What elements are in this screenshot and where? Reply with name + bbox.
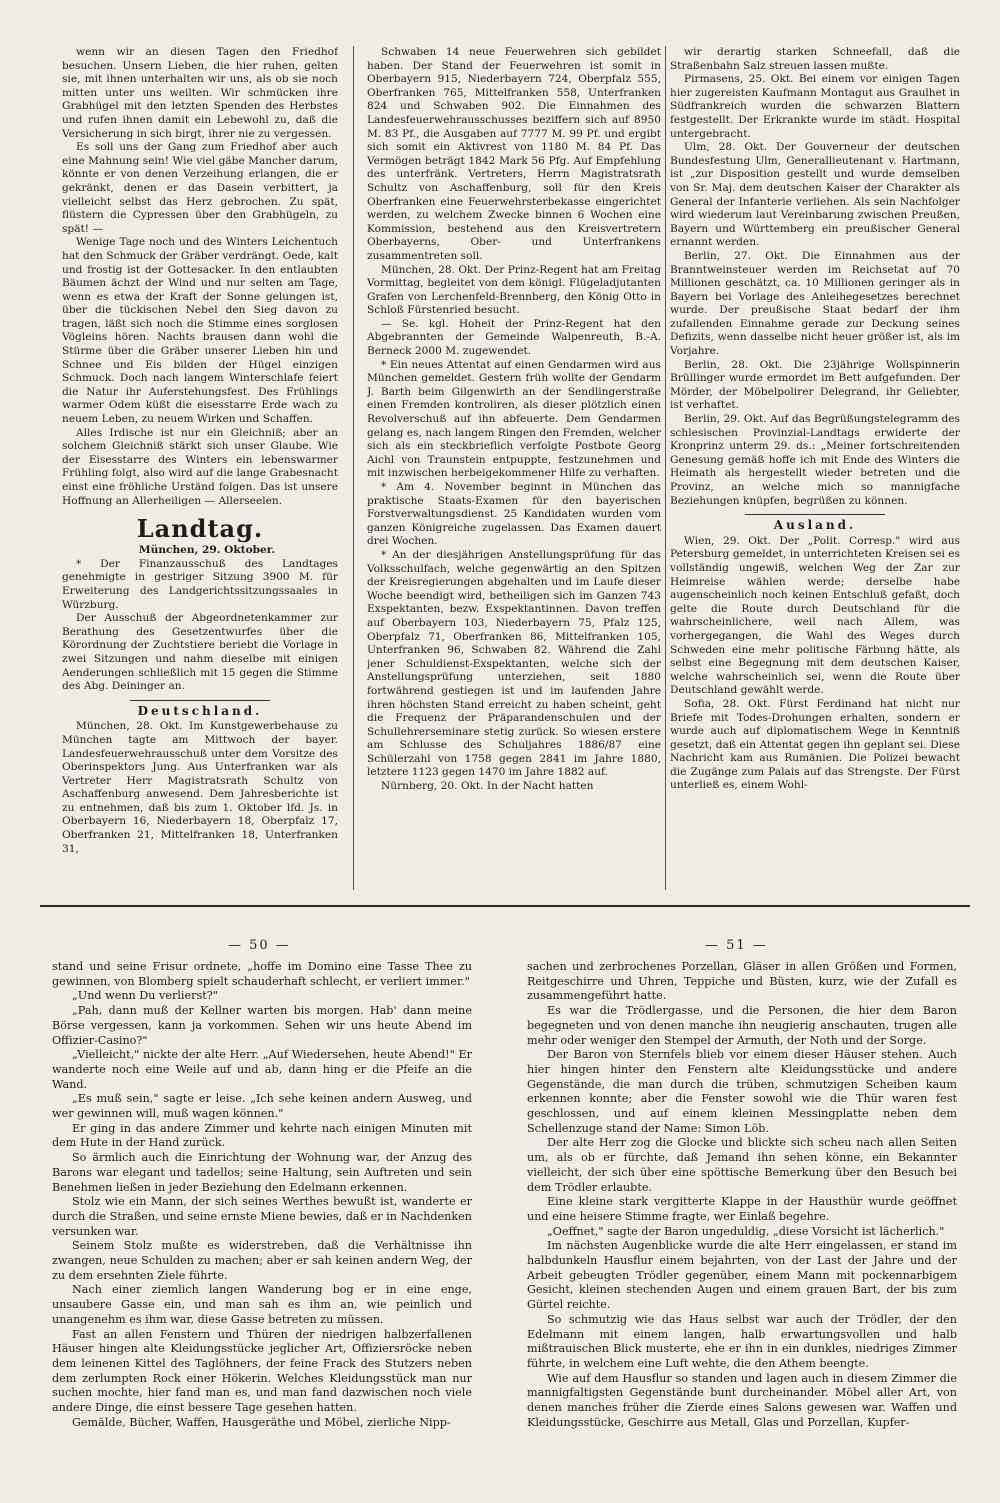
paragraph: „Oeffnet," sagte der Baron ungeduldig, „diese Vorsicht ist lächerlich." bbox=[547, 1224, 945, 1238]
ausland-articles bbox=[670, 535, 960, 793]
column-1 bbox=[62, 46, 338, 886]
paragraph: wenn wir an diesen Tagen den Friedhof besuchen. Unsern Lieben, die hier ruhen, gelten sie, mit ihnen unterhalten wir uns, als ob sie noch mitten unter uns weilten. Wir schmücken ihre Grabhügel mit den letzten Spenden des Herbstes und rufen ihnen damit ein Lebewohl zu, daß die Versicherung in sich birgt, ihrer nie zu vergessen. bbox=[62, 46, 338, 140]
column-rule bbox=[665, 46, 666, 890]
feuilleton-divider bbox=[40, 905, 970, 907]
paragraph: * Ein neues Attentat auf einen Gendarmen wird aus München gemeldet. Gestern früh wollte der Gendarm J. Barth beim Gilgenwirth an der Sendlingerstraße einen Fremden kontroliren, als dieser plötzlich einen Revolverschuß auf ihn abfeuerte. Dem Gendarmen gelang es, nach langem Ringen den Fremden, welcher sich als ein steckbrieflich verfolgte Postbote Georg Aichl von Traunstein entpuppte, festzunehmen und mit inzwischen herbeigekommener Hilfe zu verhaften. bbox=[367, 358, 661, 480]
paragraph: München, 28. Okt. Der Prinz-Regent hat am Freitag Vormittag, begleitet von dem königl. Flügeladjutanten Grafen von Lerchenfeld-Brennberg, den König Otto in Schloß Fürstenried besucht. bbox=[367, 263, 661, 317]
column-rule bbox=[353, 46, 354, 890]
paragraph: „Und wenn Du verlierst?" bbox=[72, 989, 218, 1003]
ausland-heading: Ausland. bbox=[773, 518, 857, 533]
paragraph: Der Baron von Sternfels blieb vor einem dieser Häuser stehen. Auch hier hingen hinter den Fenstern alte Kleidungsstücke und andere Gegenstände, die man durch die trüben, schmutzigen Scheiben kaum erkennen konnte; aber die Fenster sowohl wie die Thür waren fest geschlossen, und auf einem kleinen Messingplatte neben dem Schellenzuge stand der Name: Simon Löb. bbox=[527, 1048, 957, 1135]
section-divider bbox=[745, 514, 885, 515]
paragraph: wir derartig starken Schneefall, daß die Straßenbahn Salz streuen lassen mußte. bbox=[670, 46, 960, 72]
novel-text bbox=[527, 960, 957, 1431]
deutschland-heading: Deutschland. bbox=[137, 703, 263, 718]
allerheiligen-article bbox=[62, 46, 338, 508]
paragraph: — Se. kgl. Hoheit der Prinz-Regent hat den Abgebrannten der Gemeinde Walpenreuth, B.-A. Berneck 2000 M. zugewendet. bbox=[367, 317, 661, 358]
news-articles bbox=[367, 46, 661, 794]
paragraph: Es war die Trödlergasse, und die Personen, die hier dem Baron begegneten und von denen manche ihn neugierig anschauten, trugen alle mehr oder weniger den Stempel der Armuth, der Noth und der Sorge. bbox=[527, 1004, 957, 1047]
paragraph: Nach einer ziemlich langen Wanderung bog er in eine enge, unsaubere Gasse ein, und man sah es ihm an, wie peinlich und unangenehm es ihm war, diese Gasse betreten zu müssen. bbox=[52, 1283, 472, 1326]
paragraph: Im nächsten Augenblicke wurde die alte Herr eingelassen, er stand im halbdunkeln Hausflur einem bejahrten, von der Last der Jahre und der Arbeit gebeugten Trödler gegenüber, einem Mann mit pockennarbigem Gesicht, kleinen stechenden Augen und einem grauen Bart, der bis zum Gürtel reichte. bbox=[527, 1239, 957, 1312]
paragraph: „Es muß sein," sagte er leise. „Ich sehe keinen andern Ausweg, und wer gewinnen will, muß wagen können." bbox=[52, 1092, 472, 1121]
paragraph: Seinem Stolz mußte es widerstreben, daß die Verhältnisse ihn zwangen, neue Schulden zu machen; aber er sah keinen andern Weg, der zu dem ersehnten Ziele führte. bbox=[52, 1239, 472, 1282]
page-number-right: — 51 — bbox=[705, 938, 768, 953]
paragraph: Berlin, 29. Okt. Auf das Begrüßungstelegramm des schlesischen Provinzial-Landtags erwiderte der Kronprinz unterm 29. ds.: „Meiner fortschreitenden Genesung gemäß hoffe ich mit Ende des Winters die Heimath als hergestellt wieder betreten und die Provinz, an welche mich so mannigfache Beziehungen knüpfen, begrüßen zu können. bbox=[670, 413, 960, 507]
paragraph: Stolz wie ein Mann, der sich seines Werthes bewußt ist, wanderte er durch die Straßen, und seine ernste Miene bewies, daß er in Nachdenken versunken war. bbox=[52, 1195, 472, 1238]
landtag-articles bbox=[62, 558, 338, 694]
paragraph: Eine kleine stark vergitterte Klappe in der Hausthür wurde geöffnet und eine heisere Stimme fragte, wer Einlaß begehre. bbox=[527, 1195, 957, 1223]
landtag-heading: Landtag. bbox=[136, 514, 264, 544]
paragraph: * Am 4. November beginnt in München das praktische Staats-Examen für den bayerischen Forstverwaltungsdienst. 25 Kandidaten wurden vom ganzen Königreiche zugelassen. Das Examen dauert drei Wochen. bbox=[367, 481, 661, 548]
landtag-dateline: München, 29. Oktober. bbox=[138, 544, 276, 557]
column-2 bbox=[367, 46, 661, 886]
page-number-left: — 50 — bbox=[228, 938, 291, 953]
deutschland-articles bbox=[62, 720, 338, 856]
column-3 bbox=[670, 46, 960, 886]
news-articles bbox=[670, 46, 960, 508]
paragraph: Er ging in das andere Zimmer und kehrte nach einigen Minuten mit dem Hute in der Hand zurück. bbox=[52, 1121, 472, 1150]
paragraph: sachen und zerbrochenes Porzellan, Gläser in allen Größen und Formen, Reitgeschirre und Uhren, Teppiche und Büsten, kurz, wie der Zufall es zusammengeführt hatte. bbox=[527, 960, 957, 1003]
paragraph: stand und seine Frisur ordnete, „hoffe im Domino eine Tasse Thee zu gewinnen, von Blomberg spielt schauderhaft schlecht, er verliert immer." bbox=[52, 960, 472, 988]
paragraph: Wenige Tage noch und des Winters Leichentuch hat den Schmuck der Gräber verdrängt. Oede, kalt und frostig ist der Gottesacker. In den entlaubten Bäumen ächzt der Wind und nur selten am Tage, wenn es etwa der Kraft der Sonne gelungen ist, über die tückischen Nebel den Sieg davon zu tragen, läßt sich noch die Stimme eines sorglosen Vögleins hören. Nachts brausen dann wohl die Stürme über die Gräber unserer Lieben hin und Schnee und Eis bilden der Hügel einzigen Schmuck. Doch nach langem Winterschlafe feiert die Natur ihr Auferstehungsfest. Des Frühlings warmer Odem küßt die eisesstarre Erde wach zu neuem Leben, zu neuem Wirken und Schaffen. bbox=[62, 236, 338, 426]
paragraph: So ärmlich auch die Einrichtung der Wohnung war, der Anzug des Barons war elegant und tadellos; seine Haltung, sein Auftreten und sein Benehmen ließen in jeder Beziehung den Edelmann erkennen. bbox=[52, 1151, 472, 1194]
paragraph: * Der Finanzausschuß des Landtages genehmigte in gestriger Sitzung 3900 M. für Erweiterung des Landgerichtssitzungssaales in Würzburg. bbox=[62, 557, 338, 611]
paragraph: Berlin, 28. Okt. Die 23jährige Wollspinnerin Brüllinger wurde ermordet im Bett aufgefunden. Der Mörder, der Möbelpolirer Delegrand, ihr Geliebter, ist verhaftet. bbox=[670, 358, 960, 412]
novel-text bbox=[52, 960, 472, 1431]
serial-novel-right bbox=[527, 960, 957, 1480]
paragraph: Wie auf dem Hausflur so standen und lagen auch in diesem Zimmer die mannigfaltigsten Gegenstände bunt durcheinander. Möbel aller Art, von denen manches früher die Zierde eines Salons gewesen war. Waffen und Kleidungsstücke, Geschirre aus Metall, Glas und Porzellan, Kupfer- bbox=[527, 1371, 957, 1429]
paragraph: „Vielleicht," nickte der alte Herr. „Auf Wiedersehen, heute Abend!" Er wanderte noch eine Weile auf und ab, dann hing er die Pfeife an die Wand. bbox=[52, 1048, 472, 1091]
paragraph: Nürnberg, 20. Okt. In der Nacht hatten bbox=[381, 780, 594, 793]
paragraph: Ulm, 28. Okt. Der Gouverneur der deutschen Bundesfestung Ulm, Generallieutenant v. Hartmann, ist „zur Disposition gestellt und wurde demselben von Sr. Maj. dem deutschen Kaiser der Charakter als General der Infanterie verliehen. Als sein Nachfolger wird wiederum laut Vereinbarung zwischen Preußen, Bayern und Württemberg ein preußischer General ernannt werden. bbox=[670, 141, 960, 249]
paragraph: Alles Irdische ist nur ein Gleichniß; aber an solchem Gleichniß stärkt sich unser Glaube. Wie der Eisesstarre des Winters ein lebenswarmer Frühling folgt, also wird auf die lange Grabesnacht einst eine fröhliche Urständ folgen. Das ist unsere Hoffnung an Allerheiligen — Allerseelen. bbox=[62, 426, 338, 507]
paragraph: Berlin, 27. Okt. Die Einnahmen aus der Branntweinsteuer werden im Reichsetat auf 70 Millionen geschätzt, ca. 10 Millionen geringer als in Bayern bei Vorlage des Anleihegesetzes berechnet wurde. Der preußische Staat bedarf der ihm zufallenden Einnahme gerade zur Deckung seines Defizits, wenn dasselbe nicht heuer größer ist, als im Vorjahre. bbox=[670, 249, 960, 358]
paragraph: Pirmasens, 25. Okt. Bei einem vor einigen Tagen hier zugereisten Kaufmann Montagut aus Graulhet in Südfrankreich wurden die schwarzen Blattern festgestellt. Der Erkrankte wurde im städt. Hospital untergebracht. bbox=[670, 73, 960, 140]
paragraph: Sofia, 28. Okt. Fürst Ferdinand hat nicht nur Briefe mit Todes-Drohungen erhalten, sondern er wurde auch auf diplomatischem Wege in Kenntniß gesetzt, daß ein Attentat gegen ihn geplant sei. Diese Nachricht kam aus Rumänien. Die Polizei bewacht die Zugänge zum Palais auf das Strengste. Der Fürst unterließ es, einem Wohl- bbox=[670, 697, 960, 792]
section-divider bbox=[130, 700, 270, 701]
paragraph: Schwaben 14 neue Feuerwehren sich gebildet haben. Der Stand der Feuerwehren ist somit in Oberbayern 915, Niederbayern 724, Oberpfalz 555, Oberfranken 765, Mittelfranken 558, Unterfranken 824 und Schwaben 902. Die Einnahmen des Landesfeuerwehrausschusses beziffern sich auf 8950 M. 83 Pf., die Ausgaben auf 7777 M. 99 Pf. und ergibt sich somit ein Aktivrest von 1180 M. 84 Pf. Das Vermögen beträgt 1842 Mark 56 Pfg. Auf Empfehlung des unterfränk. Vertreters, Herrn Magistratsrath Schultz von Aschaffenburg, soll für den Kreis Oberfranken eine Feuerwehrsterbekasse eingerichtet werden, zu welchem Zwecke binnen 6 Wochen eine Kommission, bestehend aus den Kreisvertretern Oberbayerns, Ober- und Unterfrankens zusammentreten soll. bbox=[367, 46, 661, 262]
paragraph: München, 28. Okt. Im Kunstgewerbehause zu München tagte am Mittwoch der bayer. Landesfeuerwehrausschuß unter dem Vorsitze des Oberinspektors Jung. Aus Unterfranken war als Vertreter Herr Magistratsrath Schultz von Aschaffenburg anwesend. Dem Jahresberichte ist zu entnehmen, daß bis zum 1. Oktober lfd. Js. in Oberbayern 16, Niederbayern 18, Oberpfalz 17, Oberfranken 21, Mittelfranken 18, Unterfranken 31, bbox=[62, 720, 338, 855]
paragraph: Fast an allen Fenstern und Thüren der niedrigen halbzerfallenen Häuser hingen alte Kleidungsstücke jeglicher Art, Offiziersröcke neben dem leinenen Kittel des Taglöhners, der feine Frack des Stutzers neben dem zerlumpten Rock einer Hökerin. Welches Kleidungsstück man nur suchen mochte, hier fand man es, und man fand dazwischen noch viele andere Dinge, die einst bessere Tage gesehen hatten. bbox=[52, 1327, 472, 1415]
paragraph: Es soll uns der Gang zum Friedhof aber auch eine Mahnung sein! Wie viel gäbe Mancher darum, könnte er von denen Verzeihung erlangen, die er gekränkt, denen er das Dasein verbittert, ja vielleicht selbst das Herz gebrochen. Zu spät, flüstern die Cypressen über den Grabhügeln, zu spät! — bbox=[62, 141, 338, 235]
paragraph: Wien, 29. Okt. Der „Polit. Corresp." wird aus Petersburg gemeldet, in unterrichteten Kreisen sei es vollständig ungewiß, welchen Weg der Zar zur Heimreise wählen werde; derselbe habe augenscheinlich noch keinen Entschluß gefaßt, doch gelte die Route durch Deutschland für die wahrscheinlichere, weil nach Allem, was vorhergegangen, die Wahl des Weges durch Schweden eine mehr politische Färbung hätte, als selbst eine Begegnung mit dem deutschen Kaiser, welche wahrscheinlich sei, wenn die Route über Deutschland gewählt werde. bbox=[670, 534, 960, 697]
paragraph: Der alte Herr zog die Glocke und blickte sich scheu nach allen Seiten um, als ob er fürchte, daß Jemand ihn sehen könne, ein Bekannter vielleicht, der sich über eine spöttische Bemerkung über den Besuch bei dem Trödler erlaubte. bbox=[527, 1136, 957, 1194]
paragraph: „Pah, dann muß der Kellner warten bis morgen. Hab' dann meine Börse vergessen, kann ja vorkommen. Sehen wir uns heute Abend im Offizier-Casino?" bbox=[52, 1004, 472, 1047]
serial-novel-left bbox=[52, 960, 472, 1480]
paragraph: So schmutzig wie das Haus selbst war auch der Trödler, der den Edelmann mit einem langen, halb erwartungsvollen und halb mißtrauischen Blick musterte, ehe er ihn in ein dunkles, niedriges Zimmer führte, in welchem eine Luft wehte, die den Athem beengte. bbox=[527, 1312, 957, 1370]
paragraph: * An der diesjährigen Anstellungsprüfung für das Volksschulfach, welche gegenwärtig an den Spitzen der Kreisregierungen abgehalten und im Laufe dieser Woche beendigt wird, betheiligen sich im Ganzen 743 Exspektanten, bezw. Exspektantinnen. Davon treffen auf Oberbayern 103, Niederbayern 75, Pfalz 125, Oberpfalz 71, Oberfranken 86, Mittelfranken 105, Unterfranken 96, Schwaben 82. Während die Zahl jener Schuldienst-Exspektanten, welche sich der Anstellungsprüfung unterziehen, seit 1880 fortwährend gestiegen ist und im laufenden Jahre ihren höchsten Stand erreicht zu haben scheint, geht die Frequenz der Präparandenschulen und der Schullehrerseminare stetig zurück. So wiesen erstere am Schlusse des Schuljahres 1886/87 eine Schülerzahl von 1758 gegen 2841 im Jahre 1880, letztere 1123 gegen 1470 im Jahre 1882 auf. bbox=[367, 548, 661, 779]
paragraph: Gemälde, Bücher, Waffen, Hausgeräthe und Möbel, zierliche Nipp- bbox=[72, 1415, 451, 1429]
paragraph: Der Ausschuß der Abgeordnetenkammer zur Berathung des Gesetzentwurfes über die Körordnung der Zuchtstiere beriebt die Vorlage in zwei Sitzungen und nahm dieselbe mit einigen Aenderungen schließlich mit 15 gegen die Stimme des Abg. Deininger an. bbox=[62, 612, 338, 693]
